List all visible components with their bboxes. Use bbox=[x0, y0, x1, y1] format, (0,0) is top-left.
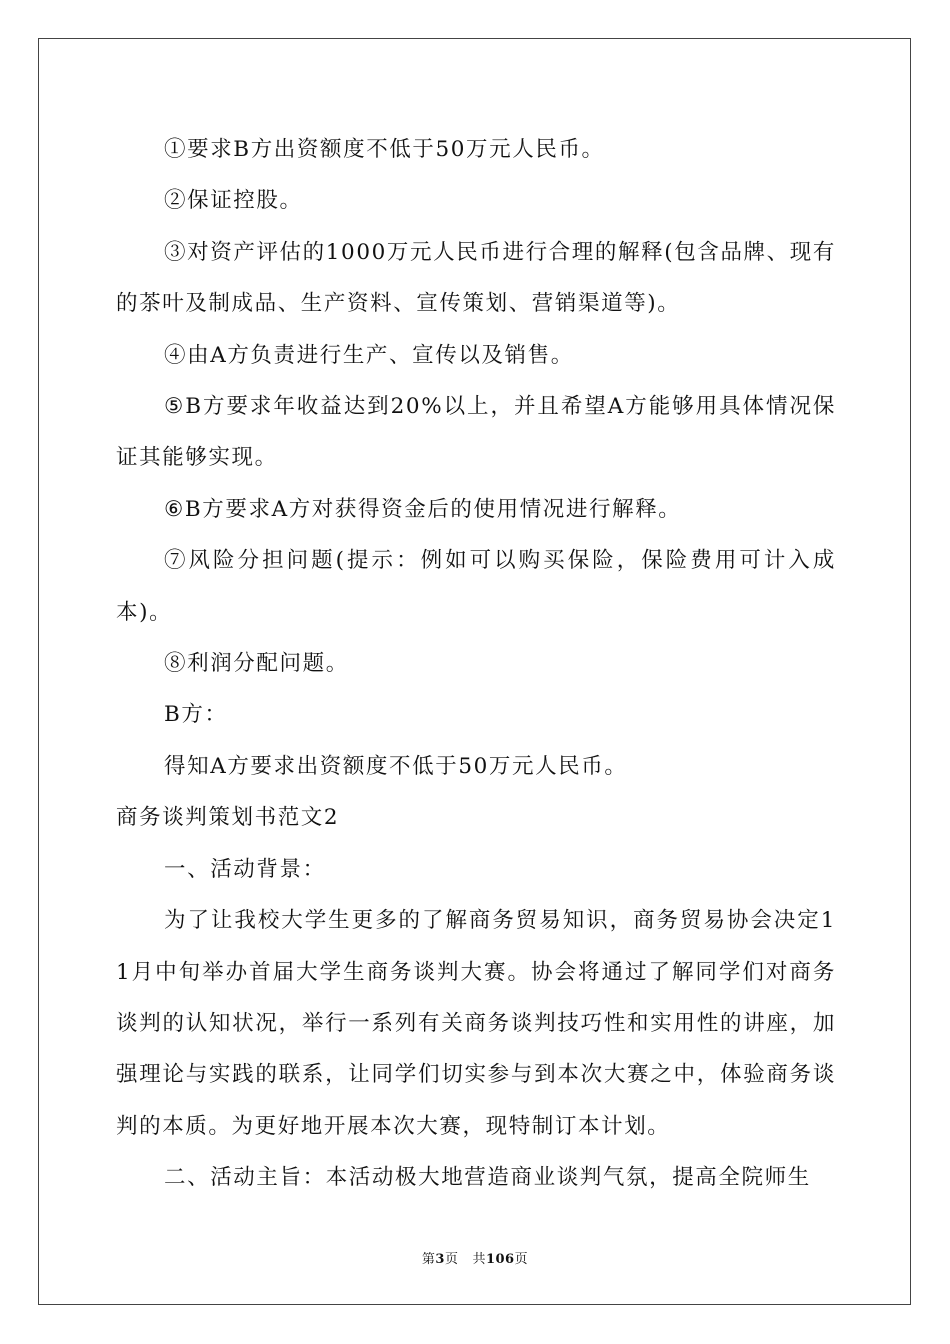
section-heading: 商务谈判策划书范文2 bbox=[116, 805, 340, 831]
paragraph: ⑥B方要求A方对获得资金后的使用情况进行解释。 bbox=[164, 496, 682, 522]
document-body bbox=[116, 124, 836, 1204]
paragraph: 得知A方要求出资额度不低于50万元人民币。 bbox=[164, 753, 628, 779]
paragraph: 为了让我校大学生更多的了解商务贸易知识，商务贸易协会决定11月中旬举办首届大学生商务谈判大赛。协会将通过了解同学们对商务谈判的认知状况，举行一系列有关商务谈判技巧性和实用性的讲座，加强理论与实践的联系，让同学们切实参与到本次大赛之中，体验商务谈判的本质。为更好地开展本次大赛，现特制订本计划。 bbox=[116, 908, 836, 1139]
page-prefix: 第 bbox=[421, 1252, 436, 1267]
page-footer bbox=[0, 1248, 950, 1267]
paragraph: 一、活动背景： bbox=[164, 856, 326, 882]
total-suffix: 页 bbox=[514, 1252, 529, 1267]
page-suffix: 页 bbox=[444, 1252, 459, 1267]
paragraph: ⑧利润分配问题。 bbox=[164, 651, 349, 677]
paragraph: 二、活动主旨：本活动极大地营造商业谈判气氛，提高全院师生 bbox=[164, 1165, 811, 1191]
paragraph: ②保证控股。 bbox=[164, 188, 303, 214]
page-number: 3 bbox=[435, 1252, 445, 1267]
total-prefix: 共 bbox=[472, 1252, 486, 1267]
paragraph: ③对资产评估的1000万元人民币进行合理的解释(包含品牌、现有的茶叶及制成品、生产资料、宣传策划、营销渠道等)。 bbox=[116, 239, 836, 317]
paragraph: ⑤B方要求年收益达到20%以上，并且希望A方能够用具体情况保证其能够实现。 bbox=[116, 394, 836, 471]
paragraph: B方： bbox=[164, 702, 228, 728]
paragraph: ⑦风险分担问题(提示：例如可以购买保险，保险费用可计入成本)。 bbox=[116, 548, 836, 625]
paragraph: ④由A方负责进行生产、宣传以及销售。 bbox=[164, 342, 574, 368]
paragraph: ①要求B方出资额度不低于50万元人民币。 bbox=[164, 137, 605, 162]
total-pages: 106 bbox=[485, 1252, 515, 1267]
